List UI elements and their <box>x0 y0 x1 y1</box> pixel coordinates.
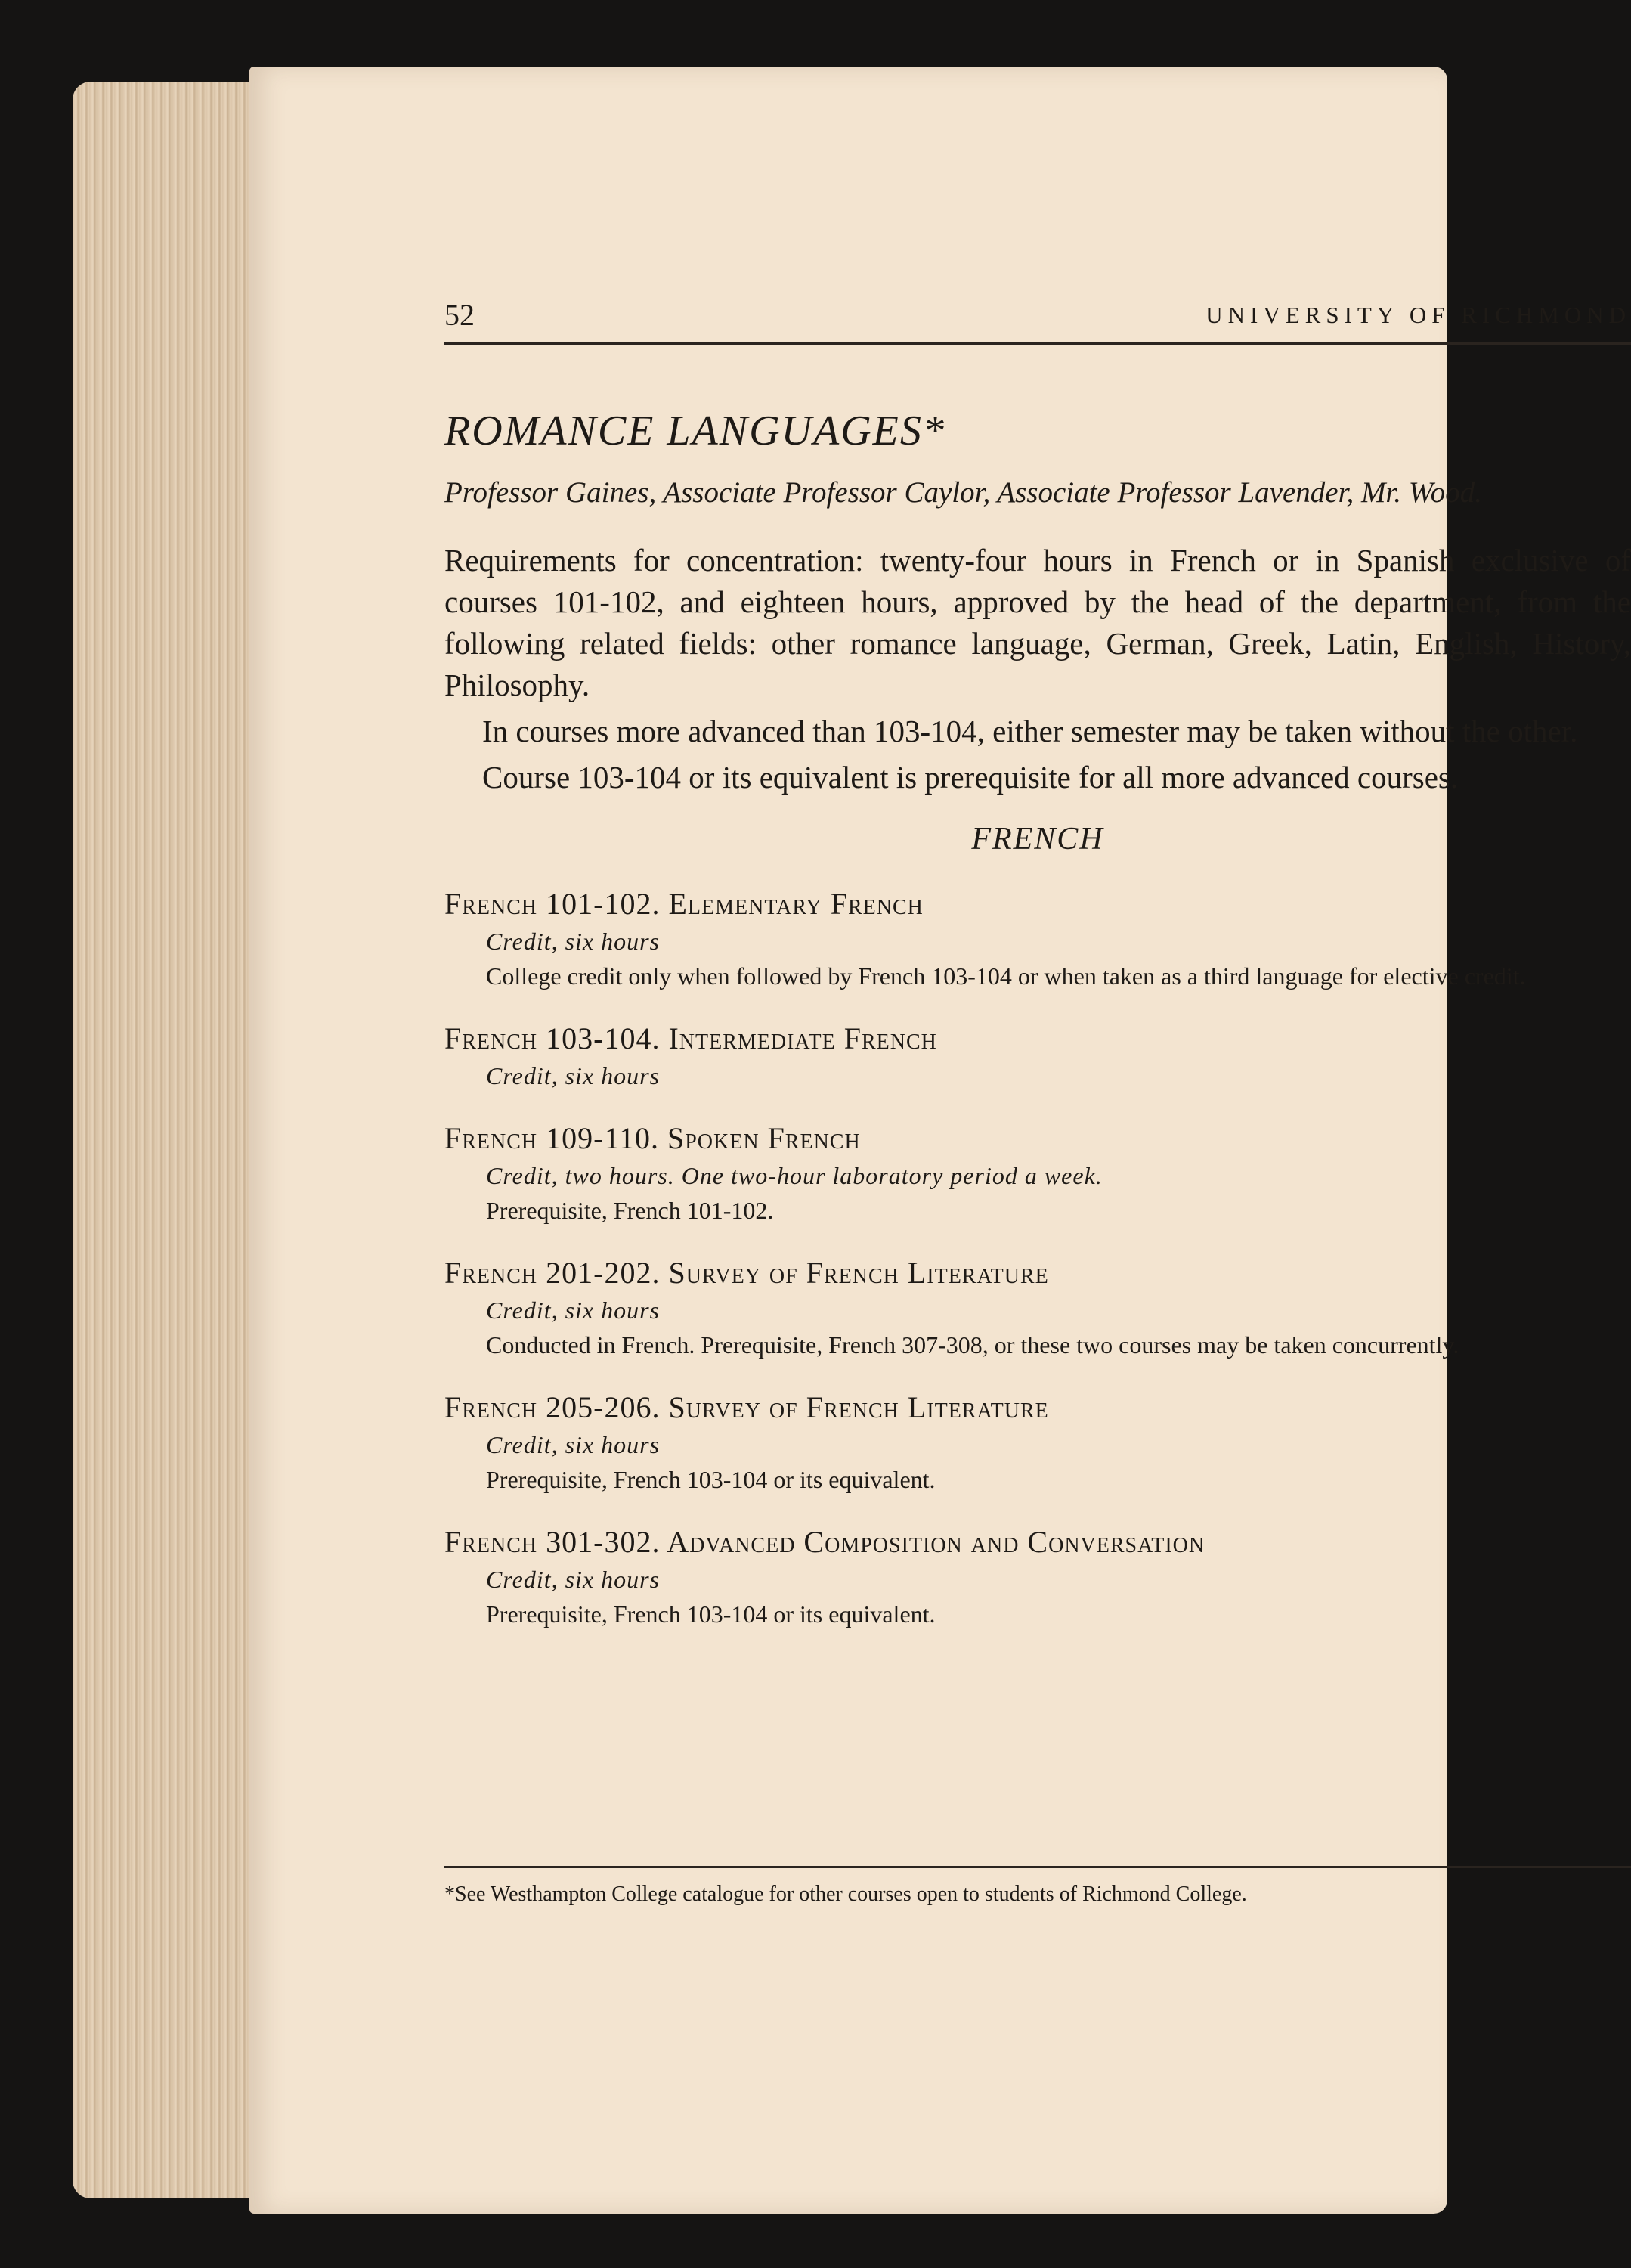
footnote: *See Westhampton College catalogue for other courses open to students of Richmond College. <box>444 1866 1631 1906</box>
course-note: College credit only when followed by French 103-104 or when taken as a third language for elective credit. <box>486 962 1526 990</box>
course-note: Prerequisite, French 103-104 or its equivalent. <box>486 1466 936 1493</box>
course-title: French 205-206. Survey of French Literature <box>444 1390 1049 1424</box>
course-credit: Credit, two hours. One two-hour laboratory period a week. <box>486 1162 1103 1189</box>
page-header <box>444 297 1631 345</box>
course-note: Conducted in French. Prerequisite, French 307-308, or these two courses may be taken concurrently. <box>486 1331 1459 1359</box>
book-page <box>249 67 1631 2214</box>
course-title: French 103-104. Intermediate French <box>444 1021 937 1055</box>
section-title: FRENCH <box>971 822 1104 857</box>
course-entry <box>444 1019 1631 1093</box>
page-content <box>444 407 1631 1657</box>
course-title: French 109-110. Spoken French <box>444 1121 861 1155</box>
course-credit: Credit, six hours <box>486 928 661 955</box>
course-note: Prerequisite, French 101-102. <box>486 1197 774 1224</box>
faculty-list: Professor Gaines, Associate Professor Caylor, Associate Professor Lavender, Mr. Wood. <box>444 476 1482 509</box>
course-title: French 201-202. Survey of French Literature <box>444 1256 1049 1290</box>
prerequisite-paragraph: Course 103-104 or its equivalent is prerequisite for all more advanced courses. <box>482 760 1459 795</box>
running-head: UNIVERSITY OF RICHMOND <box>1205 302 1631 328</box>
department-title: ROMANCE LANGUAGES* <box>444 407 945 454</box>
page-number: 52 <box>444 298 475 332</box>
requirements-paragraph: Requirements for concentration: twenty-four hours in French or in Spanish exclusive of courses 101-102, and eighteen hours, approved by the head of the department, from the following related fields: other romance language, German, Greek, Latin, English, History, Philosophy. <box>444 543 1631 702</box>
course-entry <box>444 1523 1631 1631</box>
course-note: Prerequisite, French 103-104 or its equivalent. <box>486 1600 936 1628</box>
course-title: French 301-302. Advanced Composition and Conversation <box>444 1525 1205 1559</box>
course-credit: Credit, six hours <box>486 1297 661 1324</box>
course-credit: Credit, six hours <box>486 1566 661 1593</box>
course-entry <box>444 1119 1631 1228</box>
course-entry <box>444 885 1631 993</box>
page-edges <box>73 82 269 2198</box>
course-credit: Credit, six hours <box>486 1062 661 1089</box>
semester-paragraph: In courses more advanced than 103-104, either semester may be taken without the other. <box>482 714 1578 748</box>
course-credit: Credit, six hours <box>486 1431 661 1458</box>
course-title: French 101-102. Elementary French <box>444 887 924 921</box>
course-entry <box>444 1253 1631 1362</box>
course-entry <box>444 1388 1631 1497</box>
